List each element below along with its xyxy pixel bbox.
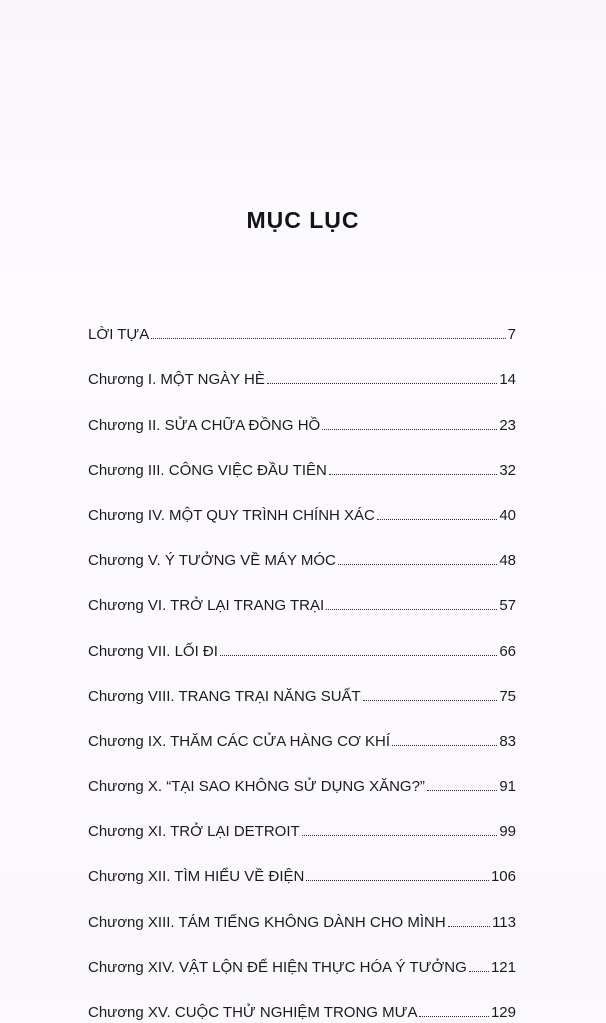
dot-leader — [392, 745, 497, 746]
toc-entry-page: 99 — [499, 823, 516, 841]
toc-entry — [88, 481, 516, 526]
toc-entry-title: Chương V. Ý TƯỞNG VỀ MÁY MÓC — [88, 552, 336, 570]
toc-entry-page: 83 — [499, 732, 516, 750]
toc-entry-title: Chương XI. TRỞ LẠI DETROIT — [88, 823, 300, 841]
toc-entry-title: LỜI TỰA — [88, 326, 150, 344]
toc-entry-page: 129 — [490, 1004, 516, 1021]
toc-entry-title: Chương XIV. VẬT LỘN ĐỂ HIỆN THỰC HÓA Ý TƯỞNG — [88, 958, 467, 976]
dot-leader — [306, 880, 489, 881]
dot-leader — [338, 564, 497, 565]
dot-leader — [427, 790, 497, 791]
toc-entry — [88, 842, 516, 887]
page-title: MỤC LỤC — [246, 207, 360, 233]
toc-entry-title: Chương I. MỘT NGÀY HÈ — [88, 371, 265, 389]
toc-entry-page: 113 — [492, 913, 516, 931]
toc-entry-page: 57 — [499, 597, 516, 615]
toc-entry — [88, 390, 516, 435]
dot-leader — [151, 338, 505, 339]
dot-leader — [363, 700, 498, 701]
dot-leader — [448, 926, 490, 927]
toc-entry — [88, 978, 516, 1023]
toc-entry — [88, 662, 516, 707]
toc-entry-title: Chương VI. TRỞ LẠI TRANG TRẠI — [88, 597, 325, 615]
toc-entry-page: 66 — [499, 642, 516, 660]
dot-leader — [326, 609, 497, 610]
toc-entry-page: 32 — [499, 461, 516, 479]
toc-entry — [88, 797, 516, 842]
dot-leader — [322, 429, 497, 430]
toc-entry-title: Chương XIII. TÁM TIẾNG KHÔNG DÀNH CHO MÌNH — [88, 913, 446, 931]
toc-entry-page: 40 — [499, 506, 516, 524]
toc-entry-page: 121 — [490, 958, 516, 976]
toc-entry-page: 23 — [499, 416, 516, 434]
toc-entry — [88, 300, 516, 345]
toc-entry — [88, 526, 516, 571]
toc-entry-title: Chương X. “TẠI SAO KHÔNG SỬ DỤNG XĂNG?” — [88, 778, 425, 796]
toc-entry-page: 7 — [507, 326, 516, 344]
toc-entry-page: 106 — [490, 868, 516, 886]
toc-entry-page: 48 — [499, 552, 516, 570]
toc-entry-page: 75 — [499, 687, 516, 705]
dot-leader — [267, 383, 497, 384]
toc-entry-title: Chương VII. LỐI ĐI — [88, 642, 218, 660]
toc-entry-title: Chương II. SỬA CHỮA ĐỒNG HỒ — [88, 416, 321, 434]
toc-entry — [88, 345, 516, 390]
toc-entry-title: Chương IV. MỘT QUY TRÌNH CHÍNH XÁC — [88, 506, 375, 524]
dot-leader — [469, 971, 489, 972]
toc-entry — [88, 752, 516, 797]
toc-entry-title: Chương VIII. TRANG TRẠI NĂNG SUẤT — [88, 687, 361, 705]
dot-leader — [329, 474, 497, 475]
toc-entry-title: Chương IX. THĂM CÁC CỬA HÀNG CƠ KHÍ — [88, 732, 390, 750]
toc-entry — [88, 571, 516, 616]
table-of-contents — [88, 300, 516, 1023]
toc-entry-page: 14 — [499, 371, 516, 389]
toc-entry-title: Chương XII. TÌM HIỂU VỀ ĐIỆN — [88, 868, 305, 886]
toc-entry — [88, 887, 516, 932]
toc-entry-title: Chương XV. CUỘC THỬ NGHIỆM TRONG MƯA — [88, 1004, 418, 1021]
toc-entry — [88, 933, 516, 978]
dot-leader — [302, 835, 498, 836]
toc-entry — [88, 707, 516, 752]
dot-leader — [419, 1016, 489, 1017]
toc-entry — [88, 616, 516, 661]
dot-leader — [220, 655, 497, 656]
toc-entry-title: Chương III. CÔNG VIỆC ĐẦU TIÊN — [88, 461, 327, 479]
toc-entry-page: 91 — [499, 778, 516, 796]
dot-leader — [377, 519, 497, 520]
toc-entry — [88, 436, 516, 481]
